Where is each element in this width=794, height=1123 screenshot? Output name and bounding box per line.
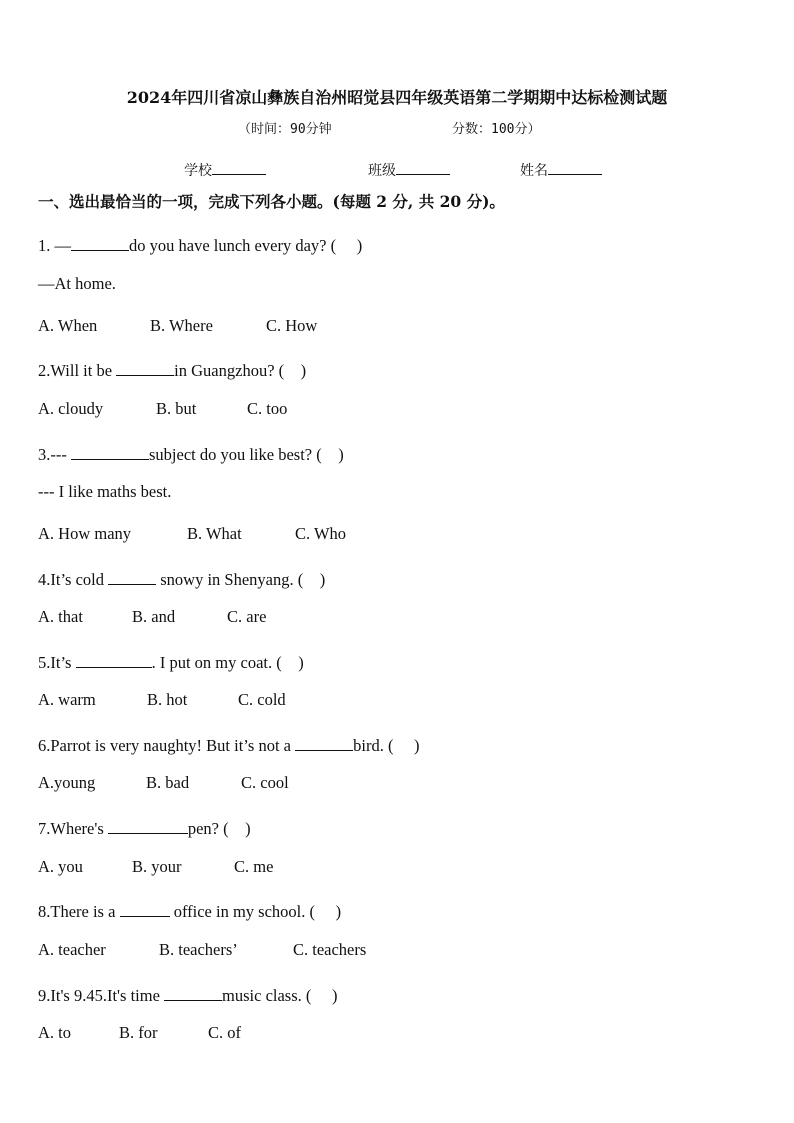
question-stem [38,566,325,590]
question-text-after: in Guangzhou? ( ) [174,361,307,380]
question-text-before: 9.It's 9.45.It's time [38,986,165,1005]
question-text-after: bird. ( ) [353,736,420,755]
options-row [38,316,317,336]
question-stem [38,815,251,839]
option-b: B. for [119,1023,158,1042]
name-label: 姓名 [520,163,548,179]
option-a: A. warm [38,690,96,709]
option-a: A. How many [38,524,132,543]
options-row [38,1023,241,1043]
options-row [38,940,366,960]
section-heading: 一、选出最恰当的一项，完成下列各小题。(每题 2 分, 共 20 分)。 [38,192,505,211]
question-text-before: 5.It’s [38,653,76,672]
name-field [520,160,602,180]
question-stem [38,441,344,465]
question-text-before: 8.There is a [38,902,120,921]
exam-time: （时间：90分钟 [238,122,332,137]
question-text-before: 7.Where's [38,819,108,838]
answer-line: --- I like maths best. [38,482,172,501]
option-a: A. to [38,1023,71,1042]
answer-blank [108,818,188,834]
name-blank [548,160,602,175]
answer-blank [76,652,152,668]
option-c: C. too [247,399,288,418]
options-row [38,857,273,877]
options-row [38,607,266,627]
class-field [368,160,450,180]
option-c: C. cold [238,690,286,709]
exam-title: 2024年四川省凉山彝族自治州昭觉县四年级英语第二学期期中达标检测试题 [126,88,668,107]
question-text-before: 2.Will it be [38,361,117,380]
question-text-before: 3.--- [38,445,71,464]
option-a: A. you [38,857,83,876]
question-stem [38,898,341,922]
options-row [38,690,286,710]
class-blank [396,160,450,175]
option-a: A. teacher [38,940,106,959]
question-stem [38,982,338,1006]
option-c: C. are [227,607,267,626]
question-stem [38,232,362,256]
option-a: A. that [38,607,83,626]
option-c: C. cool [241,773,289,792]
option-c: C. teachers [293,940,367,959]
exam-score: 分数：100分） [452,122,541,137]
option-b: B. Where [150,316,213,335]
question-text-after: snowy in Shenyang. ( ) [156,570,326,589]
options-row [38,399,287,419]
option-b: B. and [132,607,176,626]
question-text-before: 1. — [38,236,71,255]
question-text-before: 6.Parrot is very naughty! But it’s not a [38,736,296,755]
answer-blank [116,360,174,376]
answer-blank [71,444,149,460]
question-text-after: . I put on my coat. ( ) [151,653,304,672]
option-c: C. of [208,1023,241,1042]
question-text-after: music class. ( ) [222,986,338,1005]
options-row [38,524,346,544]
option-b: B. bad [146,773,190,792]
option-a: A. cloudy [38,399,104,418]
option-b: B. but [156,399,197,418]
option-c: C. me [234,857,274,876]
answer-line: —At home. [38,274,116,293]
option-a: A.young [38,773,96,792]
question-text-before: 4.It’s cold [38,570,109,589]
question-stem [38,357,306,381]
answer-blank [108,569,156,585]
option-c: C. Who [295,524,347,543]
school-label: 学校 [184,163,212,179]
option-b: B. What [187,524,242,543]
option-c: C. How [266,316,318,335]
option-b: B. teachers’ [159,940,238,959]
answer-blank [295,735,353,751]
question-stem [38,649,304,673]
answer-blank [120,901,170,917]
class-label: 班级 [368,163,396,179]
option-b: B. your [132,857,182,876]
question-text-after: subject do you like best? ( ) [148,445,344,464]
answer-blank [164,985,222,1001]
answer-blank [71,235,129,251]
question-stem [38,732,420,756]
school-field [184,160,266,180]
option-a: A. When [38,316,98,335]
question-text-after: pen? ( ) [187,819,251,838]
option-b: B. hot [147,690,188,709]
question-text-after: do you have lunch every day? ( ) [129,236,363,255]
options-row [38,773,289,793]
school-blank [212,160,266,175]
question-text-after: office in my school. ( ) [169,902,342,921]
